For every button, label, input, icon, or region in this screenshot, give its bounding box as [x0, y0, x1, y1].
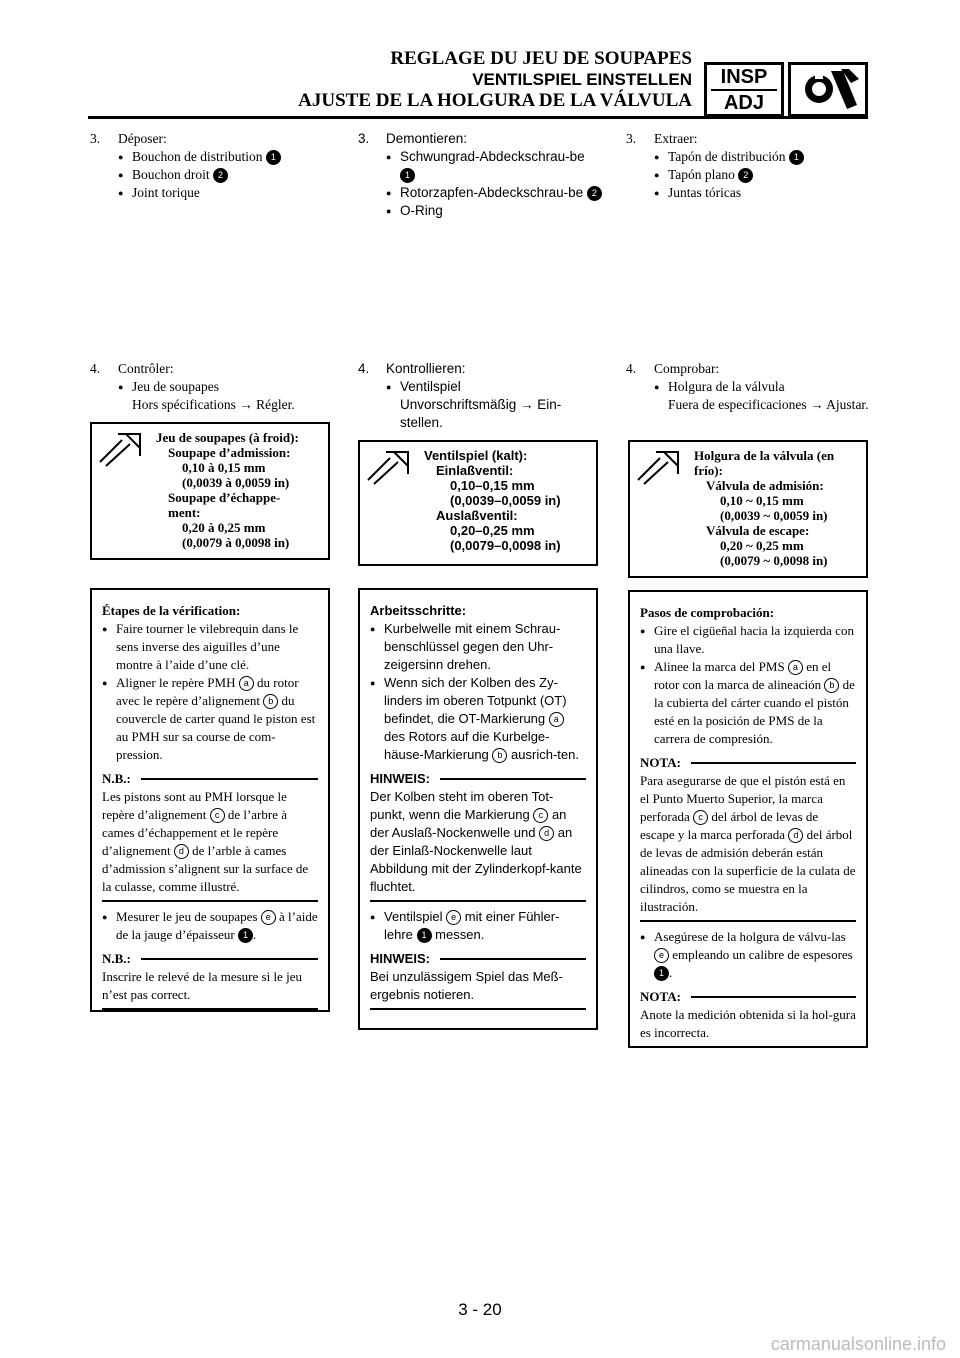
fr-step-3-item-1: ● Bouchon de distribution 1 [118, 148, 334, 166]
de-procedure-title: Arbeitsschritte: [370, 603, 467, 618]
es-note-1-header: NOTA: [640, 754, 856, 772]
column-french [90, 130, 334, 412]
callout-2-icon: 2 [213, 168, 228, 183]
es-step-3-item-3: ● Juntas tóricas [654, 184, 870, 202]
de-procedure-bullet-2: ● Wenn sich der Kolben des Zy-linders im oberen Totpunkt (OT) befindet, die OT-Markierung a des Rotors auf die Kurbelge-häuse-Markierung b ausrich-ten. [370, 674, 586, 764]
feeler-gauge-icon [634, 450, 682, 490]
fr-step-3-item-2: ● Bouchon droit 2 [118, 166, 334, 184]
de-note-2: Bei unzulässigem Spiel das Meß-ergebnis notieren. [370, 969, 563, 1002]
es-spec-title: Holgura de la válvula (en frío): [694, 448, 835, 478]
es-step-4-number: 4. [626, 361, 637, 376]
de-step-3-item-1: ● Schwungrad-Abdeckschrau-be 1 [386, 148, 602, 184]
de-spec-box [358, 440, 598, 566]
fr-note-1-header: N.B.: [102, 770, 318, 788]
de-spec-intake-in: (0,0039–0,0059 in) [450, 493, 561, 508]
es-spec-intake-in: (0,0039 ~ 0,0059 in) [720, 508, 828, 523]
feeler-gauge-icon [364, 450, 412, 490]
column-spanish [626, 130, 870, 412]
es-note-2-header: NOTA: [640, 988, 856, 1006]
insp-adj-badge [704, 62, 784, 117]
watermark[interactable]: carmanualsonline.info [770, 1334, 946, 1354]
es-spec-intake-label: Válvula de admisión: [706, 478, 824, 493]
es-procedure-box [628, 590, 868, 1048]
de-procedure-bullet-1: ● Kurbelwelle mit einem Schrau-benschlüssel gegen den Uhr-zeigersinn drehen. [370, 620, 586, 674]
fr-procedure-bullet-3: ● Mesurer le jeu de soupapes e à l’aide de la jauge d’épaisseur 1 . [102, 908, 318, 944]
fr-note-1-rule [102, 900, 318, 902]
es-procedure-bullet-1: ● Gire el cigüeñal hacia la izquierda con una llave. [640, 622, 856, 658]
de-procedure-box [358, 588, 598, 1030]
fr-spec-exhaust-in: (0,0079 à 0,0098 in) [182, 535, 290, 550]
callout-1-icon: 1 [238, 928, 253, 943]
es-procedure-bullet-2: ● Alinee la marca del PMS a en el rotor con la marca de alineación b de la cubierta del cárter cuando el pistón esté en la posición de PMS de la carrera de compresión. [640, 658, 856, 748]
title-french: REGLAGE DU JEU DE SOUPAPES [390, 48, 692, 69]
es-step-3 [626, 130, 870, 202]
mark-d-icon: d [788, 828, 803, 843]
es-step-4-title: Comprobar: [654, 361, 720, 376]
de-procedure-bullet-3: ● Ventilspiel e mit einer Fühler-lehre 1 messen. [370, 908, 586, 944]
es-step-3-item-1: ● Tapón de distribución 1 [654, 148, 870, 166]
callout-1-icon: 1 [400, 168, 415, 183]
es-procedure-title: Pasos de comprobación: [640, 605, 775, 620]
mark-b-icon: b [824, 678, 839, 693]
de-spec-exhaust-mm: 0,20–0,25 mm [450, 523, 535, 538]
es-step-3-title: Extraer: [654, 131, 698, 146]
es-note-2-rule [640, 1046, 856, 1048]
fr-procedure-title: Étapes de la vérification: [102, 603, 241, 618]
de-note-2-rule [370, 1008, 586, 1010]
de-note-1-rule [370, 900, 586, 902]
fr-spec-exhaust-label-cont: ment: [168, 505, 201, 520]
de-spec-intake-mm: 0,10–0,15 mm [450, 478, 535, 493]
de-note-1: Der Kolben steht im oberen Tot-punkt, wenn die Markierung c an der Auslaß-Nockenwelle und d an der Einlaß-Nockenwelle laut Abbildung mit der Zylinderkopf-kante fluchtet. [370, 789, 582, 894]
fr-spec-title: Jeu de soupapes (à froid): [156, 430, 299, 445]
title-german: VENTILSPIEL EINSTELLEN [472, 70, 692, 89]
header-rule [88, 116, 868, 119]
callout-1-icon: 1 [789, 150, 804, 165]
fr-spec-intake-in: (0,0039 à 0,0059 in) [182, 475, 290, 490]
mark-a-icon: a [549, 712, 564, 727]
de-step-3-item-3: ● O-Ring [386, 202, 602, 220]
fr-procedure-bullet-1: ● Faire tourner le vilebrequin dans le sens inverse des aiguilles d’une montre à l’aide d’une clé. [102, 620, 318, 674]
page-number: 3 - 20 [458, 1300, 502, 1319]
callout-1-icon: 1 [417, 928, 432, 943]
fr-step-4-title: Contrôler: [118, 361, 174, 376]
fr-procedure-box [90, 588, 330, 1012]
feeler-gauge-icon [96, 432, 144, 472]
de-spec-exhaust-in: (0,0079–0,0098 in) [450, 538, 561, 553]
es-step-3-number: 3. [626, 131, 637, 146]
badge-adj: ADJ [723, 92, 764, 114]
mark-e-icon: e [654, 948, 669, 963]
column-german [358, 130, 602, 430]
callout-1-icon: 1 [654, 966, 669, 981]
es-procedure-bullet-3: ● Asegúrese de la holgura de válvu-las e empleando un calibre de espesores 1 . [640, 928, 856, 982]
fr-spec-exhaust-label: Soupape d’échappe- [168, 490, 281, 505]
es-note-1-rule [640, 920, 856, 922]
es-spec-box [628, 440, 868, 578]
fr-step-3-number: 3. [90, 131, 101, 146]
de-spec-title: Ventilspiel (kalt): [424, 448, 528, 463]
fr-step-3 [90, 130, 334, 202]
de-step-3-number: 3. [358, 131, 370, 146]
mark-a-icon: a [239, 676, 254, 691]
de-step-4 [358, 360, 602, 432]
de-step-3-title: Demontieren: [386, 131, 468, 146]
mark-e-icon: e [446, 910, 461, 925]
title-spanish: AJUSTE DE LA HOLGURA DE LA VÁLVULA [298, 90, 692, 111]
de-spec-intake-label: Einlaßventil: [436, 463, 514, 478]
es-step-4 [626, 360, 870, 414]
mark-e-icon: e [261, 910, 276, 925]
fr-spec-exhaust-mm: 0,20 à 0,25 mm [182, 520, 266, 535]
fr-step-3-item-3: ● Joint torique [118, 184, 334, 202]
de-note-2-header: HINWEIS: [370, 950, 586, 968]
mark-b-icon: b [492, 748, 507, 763]
mark-c-icon: c [210, 808, 225, 823]
fr-step-4 [90, 360, 334, 414]
header-titles [298, 48, 692, 111]
badge-insp: INSP [720, 66, 768, 88]
mark-d-icon: d [174, 844, 189, 859]
fr-spec-intake-label: Soupape d’admission: [168, 445, 291, 460]
de-note-1-header: HINWEIS: [370, 770, 586, 788]
fr-note-2-header: N.B.: [102, 950, 318, 968]
fr-step-3-title: Déposer: [118, 131, 167, 146]
es-spec-exhaust-label: Válvula de escape: [706, 523, 810, 538]
fr-spec-intake-mm: 0,10 à 0,15 mm [182, 460, 266, 475]
es-note-1: Para asegurarse de que el pistón está en el Punto Muerto Superior, la marca perforada c del árbol de levas de escape y la marca perforada d del árbol de levas de admisión deberán están alineadas con la superficie de la culata de cilindros, como se muestra en la ilustración. [640, 773, 856, 914]
es-note-2: Anote la medición obtenida si la hol-gura es incorrecta. [640, 1007, 856, 1040]
fr-procedure-bullet-2: ● Aligner le repère PMH a du rotor avec le repère d’alignement b du couvercle de carter quand le piston est au PMH sur sa course de com-pression. [102, 674, 318, 764]
wrench-tools-icon [788, 62, 868, 117]
es-step-4-item: ● Holgura de la válvula [654, 378, 870, 396]
es-step-4-out-of-spec: Fuera de especificaciones → Ajustar. [668, 397, 869, 412]
callout-1-icon: 1 [266, 150, 281, 165]
fr-step-4-number: 4. [90, 361, 101, 376]
es-spec-intake-mm: 0,10 ~ 0,15 mm [720, 493, 804, 508]
mark-a-icon: a [788, 660, 803, 675]
de-step-3-item-2: ● Rotorzapfen-Abdeckschrau-be 2 [386, 184, 602, 202]
fr-step-4-out-of-spec: Hors spécifications → Régler. [132, 397, 295, 412]
mark-c-icon: c [533, 808, 548, 823]
de-step-4-item: ● Ventilspiel [386, 378, 602, 396]
fr-note-1: Les pistons sont au PMH lorsque le repère d’alignement c de l’arbre à cames d’échappement et le repère d’alignement d de l’arble à cames d’admission s’alignent sur la surface de la culasse, comme illustré. [102, 789, 309, 894]
mark-c-icon: c [693, 810, 708, 825]
callout-2-icon: 2 [738, 168, 753, 183]
es-spec-exhaust-mm: 0,20 ~ 0,25 mm [720, 538, 804, 553]
de-step-4-out-of-spec: Unvorschriftsmäßig → Ein-stellen. [400, 397, 562, 430]
fr-step-4-item: ● Jeu de soupapes [118, 378, 334, 396]
fr-note-2-rule [102, 1008, 318, 1010]
fr-spec-box [90, 422, 330, 560]
fr-note-2: Inscrire le relevé de la mesure si le jeu n’est pas correct. [102, 969, 302, 1002]
de-step-3 [358, 130, 602, 220]
callout-2-icon: 2 [587, 186, 602, 201]
es-spec-exhaust-in: (0,0079 ~ 0,0098 in) [720, 553, 828, 568]
de-spec-exhaust-label: Auslaßventil: [436, 508, 518, 523]
es-step-3-item-2: ● Tapón plano 2 [654, 166, 870, 184]
de-step-4-number: 4. [358, 361, 370, 376]
mark-b-icon: b [263, 694, 278, 709]
de-step-4-title: Kontrollieren: [386, 361, 466, 376]
mark-d-icon: d [539, 826, 554, 841]
